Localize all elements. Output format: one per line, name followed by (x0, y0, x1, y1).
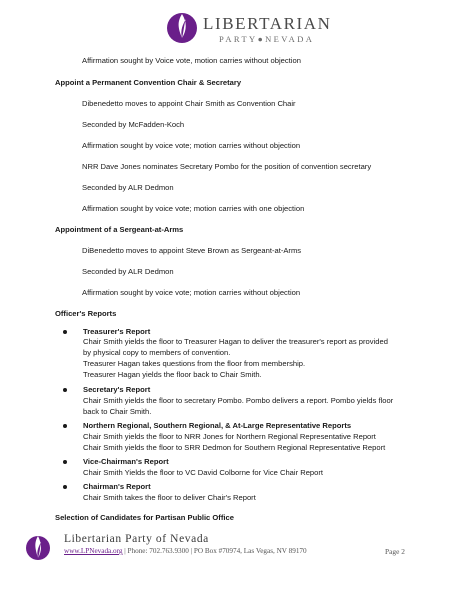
logo-subtitle: PARTY●NEVADA (219, 34, 315, 44)
torch-flame-icon (167, 8, 197, 48)
report-title: Chairman's Report (83, 482, 151, 491)
report-line: by physical copy to members of convention. (83, 348, 231, 357)
report-line: Chair Smith yields the floor to secretary Pombo. Pombo delivers a report. Pombo yields floor (83, 396, 394, 405)
logo-wordmark: LIBERTARIAN (203, 14, 332, 33)
report-line: Chair Smith yields the floor to Treasurer Hagan to deliver the treasurer's report as provided (83, 337, 388, 346)
report-line: Chair Smith yields the floor to SRR Dedmon for Southern Regional Representative Report (83, 443, 386, 452)
section-heading: Selection of Candidates for Partisan Public Office (55, 513, 234, 522)
minutes-line: Dibenedetto moves to appoint Chair Smith as Convention Chair (82, 99, 296, 108)
bullet-icon (63, 460, 67, 464)
report-line: Treasurer Hagan yields the floor back to Chair Smith. (83, 370, 262, 379)
minutes-line: Affirmation sought by voice vote; motion carries with one objection (82, 204, 305, 213)
header-logo (167, 8, 332, 50)
footer-torch-icon (24, 532, 52, 562)
section-heading: Appoint a Permanent Convention Chair & Secretary (55, 78, 242, 87)
minutes-line: Seconded by McFadden-Koch (82, 120, 185, 129)
website-link[interactable]: www.LPNevada.org (64, 547, 123, 555)
report-title: Northern Regional, Southern Regional, & At-Large Representative Reports (83, 421, 352, 430)
page-number: Page 2 (385, 547, 405, 556)
report-line: Treasurer Hagan takes questions from the floor from membership. (83, 359, 306, 368)
minutes-line: NRR Dave Jones nominates Secretary Pombo for the position of convention secretary (82, 162, 372, 171)
report-line: Chair Smith takes the floor to deliver Chair's Report (83, 493, 256, 502)
report-title: Secretary's Report (83, 385, 151, 394)
report-title: Vice-Chairman's Report (83, 457, 169, 466)
footer-title: Libertarian Party of Nevada (64, 533, 209, 545)
minutes-line: DiBenedetto moves to appoint Steve Brown as Sergeant-at-Arms (82, 246, 302, 255)
minutes-line: Affirmation sought by Voice vote, motion carries without objection (82, 56, 301, 65)
bullet-icon (63, 330, 67, 334)
minutes-line: Seconded by ALR Dedmon (82, 267, 174, 276)
bullet-icon (63, 388, 67, 392)
footer-contact (64, 547, 307, 555)
bullet-icon (63, 485, 67, 489)
report-line: Chair Smith Yields the floor to VC David Colborne for Vice Chair Report (83, 468, 324, 477)
report-line: Chair Smith yields the floor to NRR Jones for Northern Regional Representative Report (83, 432, 376, 441)
footer-details: | Phone: 702.763.9300 | PO Box #70974, Las Vegas, NV 89170 (122, 547, 307, 555)
minutes-line: Seconded by ALR Dedmon (82, 183, 174, 192)
section-heading: Appointment of a Sergeant-at-Arms (55, 225, 184, 234)
report-title: Treasurer's Report (83, 327, 151, 336)
report-line: back to Chair Smith. (83, 407, 152, 416)
minutes-line: Affirmation sought by voice vote; motion carries without objection (82, 141, 301, 150)
bullet-icon (63, 424, 67, 428)
section-heading: Officer's Reports (55, 309, 117, 318)
minutes-line: Affirmation sought by voice vote; motion carries without objection (82, 288, 301, 297)
